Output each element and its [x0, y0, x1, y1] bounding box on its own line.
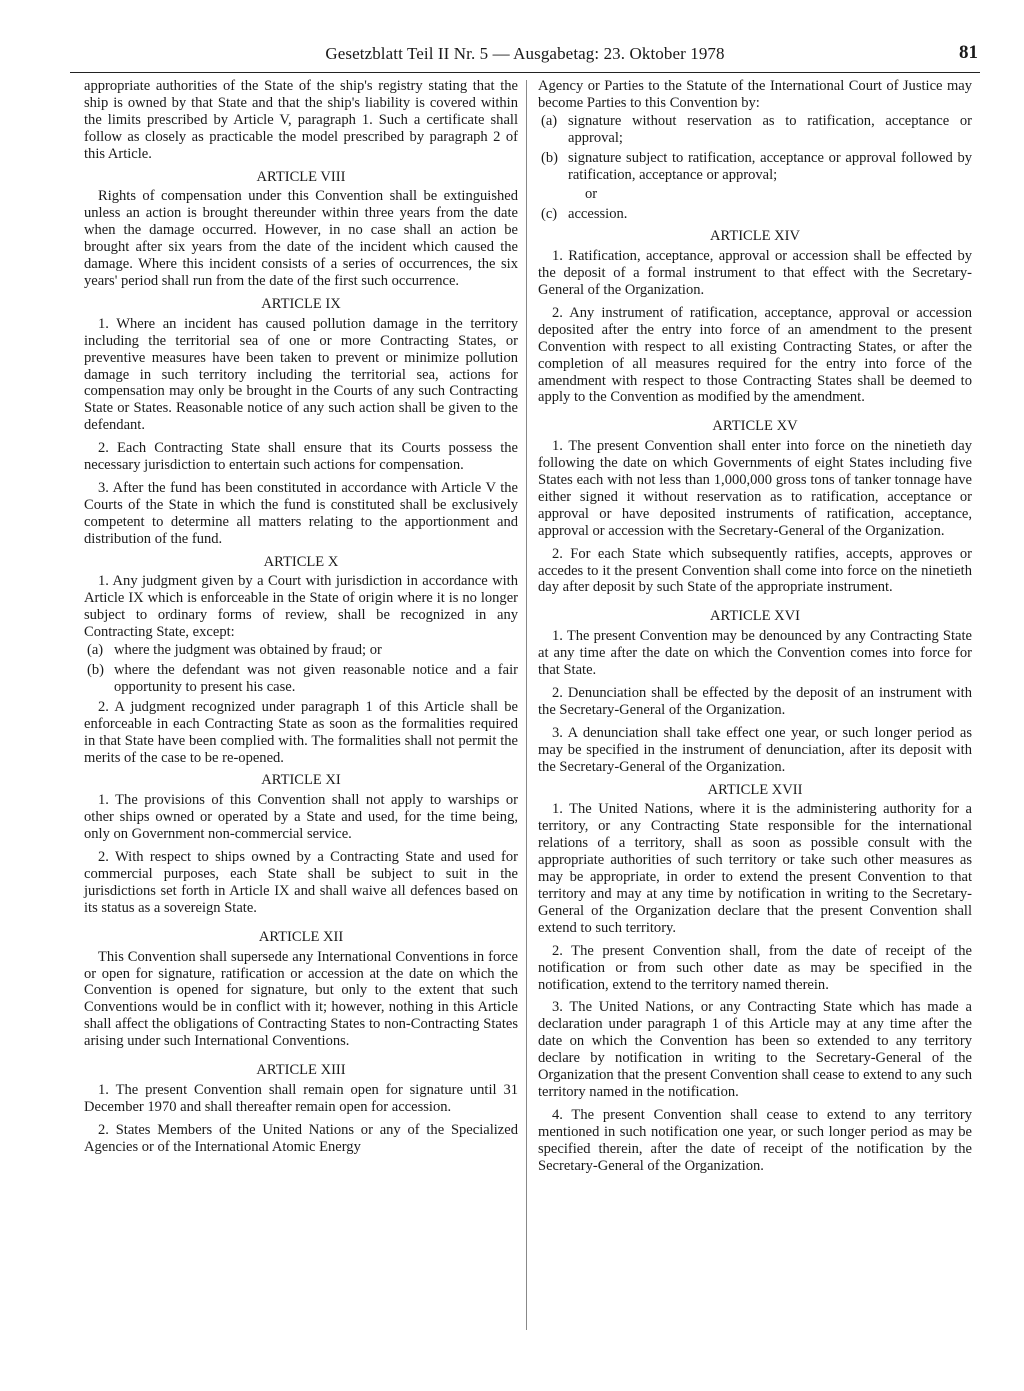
article-paragraph: 2. With respect to ships owned by a Contracting State and used for commercial purposes, each State shall be subject to suit in the jurisdictions set forth in Article IX and shall waive all defences based on its status as a sovereign State.: [84, 849, 518, 916]
article-paragraph: 1. Any judgment given by a Court with jurisdiction in accordance with Article IX which is enforceable in the State of origin where it is no longer subject to ordinary forms of review, shall be recognized in any Contracting State, except:: [84, 573, 518, 641]
article-paragraph: 2. For each State which subsequently ratifies, accepts, approves or accedes to it the present Convention shall come into force on the ninetieth day after deposit by such State of the appropriate instrument.: [538, 545, 972, 596]
article-paragraph: 2. States Members of the United Nations or any of the Specialized Agencies or of the International Atomic Energy: [84, 1121, 518, 1155]
article-paragraph: 1. The present Convention shall enter into force on the ninetieth day following the date on which Governments of eight States including five States each with not less than 1,000,000 gross tons of tanker tonnage have either signed it without reservation as to ratification, acceptance or approval or have deposited instruments of ratification, acceptance, approval or accession with the Secretary-General of the Organization.: [538, 438, 972, 539]
article-xvii: [538, 782, 972, 1175]
page-header: [70, 40, 980, 73]
column-divider: [526, 80, 527, 1330]
list-item-label: (a): [87, 642, 104, 659]
article-heading: ARTICLE VIII: [256, 168, 346, 185]
article-paragraph: Agency or Parties to the Statute of the International Court of Justice may become Parties to this Convention by:: [538, 78, 972, 111]
article-paragraph: 2. The present Convention shall, from the date of receipt of the notification or from such other date as may be specified in the notification, extend to the territory named therein.: [538, 942, 972, 993]
article-paragraph: 1. The United Nations, where it is the administering authority for a territory, or any Contracting State responsible for the international relations of a territory, shall as soon as possible consult with the appropriate authorities of such territory or take such other measures as may be appropriate, in order to extend the present Convention to that territory and may at any time by notification in writing to the Secretary-General of the Organization declare that the present Convention shall extend to such territory.: [538, 801, 972, 936]
article-heading: ARTICLE IX: [261, 295, 341, 312]
article-paragraph: 2. A judgment recognized under paragraph 1 of this Article shall be enforceable in each Contracting State as soon as the formalities required in that State have been complied with. The formalities shall not permit the merits of the case to be re-opened.: [84, 698, 518, 766]
article-heading: ARTICLE XIV: [709, 228, 801, 245]
article-x: [84, 554, 518, 767]
article-paragraph: 1. The present Convention shall remain open for signature until 31 December 1970 and shall thereafter remain open for accession.: [84, 1081, 518, 1115]
article-heading: ARTICLE X: [263, 553, 339, 570]
list-item-label: (c): [541, 206, 558, 223]
article-heading: ARTICLE XII: [258, 928, 344, 945]
article-paragraph: 3. After the fund has been constituted in accordance with Article V the Courts of the State in which the fund is constituted shall be exclusively competent to determine all matters relating to the apportionment and distribution of the fund.: [84, 479, 518, 547]
list-item-label: (b): [541, 149, 558, 166]
article-heading: ARTICLE XVI: [709, 608, 801, 625]
article-paragraph: 4. The present Convention shall cease to extend to any territory mentioned in such notification one year, or such longer period as may be specified therein, after the date of receipt of the notification by the Secretary-General of the Organization.: [538, 1106, 972, 1174]
list-item-text: where the judgment was obtained by fraud; or: [114, 642, 382, 659]
or-connector: or: [585, 186, 598, 203]
list-item: [538, 150, 972, 184]
list-item: [538, 206, 972, 223]
list-item-text: signature without reservation as to ratification, acceptance or approval;: [568, 112, 972, 146]
article-xii: [84, 929, 518, 1050]
list-item: [538, 113, 972, 147]
list-item-text: where the defendant was not given reasonable notice and a fair opportunity to present his case.: [114, 662, 518, 695]
list-item: [84, 662, 518, 696]
article-heading: ARTICLE XVII: [707, 781, 803, 798]
article-paragraph: 3. The United Nations, or any Contracting State which has made a declaration under paragraph 1 of this Article may at any time after the date on which the Convention has been so extended to any territory declare by notification in writing to the Secretary-General of the Organization that the present Convention shall cease to extend to any such territory named in the notification.: [538, 999, 972, 1100]
article-xi: [84, 772, 518, 916]
article-heading: ARTICLE XI: [261, 772, 341, 789]
page-number: 81: [959, 42, 978, 63]
article-vii-continuation: appropriate authorities of the State of the ship's registry stating that the ship is owned by that State and that the ship's liability is covered within the limits prescribed by Article V, paragraph 1. Such a certificate shall follow as closely as practicable the model prescribed by paragraph 2 of this Article.: [84, 78, 518, 162]
article-paragraph: 1. Ratification, acceptance, approval or accession shall be effected by the deposit of a formal instrument to that effect with the Secretary-General of the Organization.: [538, 248, 972, 298]
article-paragraph: This Convention shall supersede any International Conventions in force or open for signature, ratification or accession at the date on which the Convention is opened for signature, but only to the extent that such Conventions would be in conflict with it; however, nothing in this Article shall affect the obligations of Contracting States to non-Contracting States arising under such International Conventions.: [84, 948, 518, 1050]
right-column: [538, 78, 972, 1180]
article-ix: [84, 296, 518, 548]
article-paragraph: Rights of compensation under this Convention shall be extinguished unless an action is brought thereunder within three years from the date when the damage occurred. However, in no case shall an action be brought after six years from the date of the incident which caused the damage. Where this incident consists of a series of occurrences, the six years' period shall run from the date of the first such occurrence.: [84, 188, 518, 289]
article-paragraph: 1. The provisions of this Convention shall not apply to warships or other ships owned or operated by a State and used, for the time being, only on Government non-commercial service.: [84, 792, 518, 843]
article-xiii: [84, 1062, 518, 1156]
article-paragraph: 1. The present Convention may be denounced by any Contracting State at any time after the date on which the Convention comes into force for that State.: [538, 628, 972, 679]
list-item-text: signature subject to ratification, acceptance or approval followed by ratification, acceptance or approval;: [568, 149, 972, 183]
article-paragraph: 3. A denunciation shall take effect one year, or such longer period as may be specified in the instrument of denunciation, after its deposit with the Secretary-General of the Organization.: [538, 724, 972, 775]
article-paragraph: 2. Any instrument of ratification, acceptance, approval or accession deposited after the entry into force of an amendment to the present Convention with respect to all existing Contracting States, or after the completion of all measures required for the entry into force of the amendment with respect to those Contracting States shall be deemed to apply to the Convention as modified by the amendment.: [538, 304, 972, 406]
article-paragraph: 2. Denunciation shall be effected by the deposit of an instrument with the Secretary-General of the Organization.: [538, 685, 972, 718]
article-viii: [84, 169, 518, 290]
article-xvi: [538, 608, 972, 775]
list-item: [84, 642, 518, 659]
article-xiii-continuation: [538, 78, 972, 223]
list-item-label: (a): [541, 112, 558, 129]
article-xv: [538, 418, 972, 596]
list-item-text: accession.: [568, 206, 628, 223]
article-paragraph: 2. Each Contracting State shall ensure that its Courts possess the necessary jurisdiction to entertain such actions for compensation.: [84, 440, 518, 474]
article-paragraph: 1. Where an incident has caused pollution damage in the territory including the territorial sea of one or more Contracting States, or preventive measures have been taken to prevent or minimize pollution damage in such territory including the territorial sea, actions for compensation may only be brought in the Courts of any such Contracting State or States. Reasonable notice of any such action shall be given to the defendant.: [84, 315, 518, 434]
article-heading: ARTICLE XV: [712, 418, 798, 435]
header-title: Gesetzblatt Teil II Nr. 5 — Ausgabetag: 23. Oktober 1978: [325, 44, 725, 63]
list-item-label: (b): [87, 662, 104, 678]
article-heading: ARTICLE XIII: [256, 1062, 346, 1079]
left-column: [84, 78, 518, 1162]
article-xiv: [538, 228, 972, 406]
